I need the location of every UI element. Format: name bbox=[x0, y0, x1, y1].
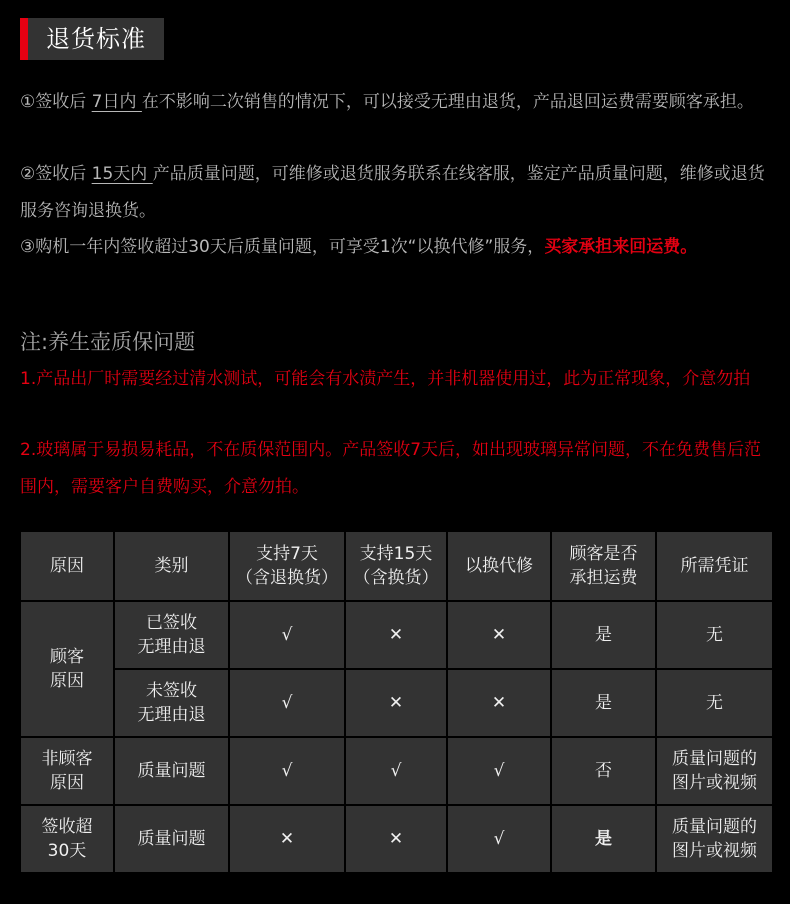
table-row bbox=[20, 805, 773, 873]
term-3-highlight: 买家承担来回运费。 bbox=[544, 237, 698, 257]
section-title bbox=[20, 18, 164, 60]
freight-cell-highlight: 是 bbox=[551, 805, 656, 873]
term-3: ③购机一年内签收超过30天后质量问题，可享受1次“以换代修”服务，买家承担来回运费。 bbox=[20, 237, 698, 257]
reason-cell: 顾客 原因 bbox=[20, 601, 114, 737]
header-7day: 支持7天 （含退换货） bbox=[229, 531, 345, 601]
category-cell: 未签收 无理由退 bbox=[114, 669, 229, 737]
term-1-period: 7日内 bbox=[91, 92, 142, 112]
table-row bbox=[20, 737, 773, 805]
proof-cell: 质量问题的 图片或视频 bbox=[656, 737, 773, 805]
proof-cell: 质量问题的 图片或视频 bbox=[656, 805, 773, 873]
table-row bbox=[20, 669, 773, 737]
header-category: 类别 bbox=[114, 531, 229, 601]
title-accent-bar bbox=[20, 18, 28, 60]
cross-mark: ✕ bbox=[345, 601, 447, 669]
check-mark: √ bbox=[229, 601, 345, 669]
freight-cell: 是 bbox=[551, 601, 656, 669]
freight-cell: 否 bbox=[551, 737, 656, 805]
table-header-row bbox=[20, 531, 773, 601]
note-1: 1.产品出厂时需要经过清水测试，可能会有水渍产生，并非机器使用过，此为正常现象，介意勿拍 bbox=[20, 369, 751, 389]
term-2: ②签收后 15天内 产品质量问题，可维修或退货服务联系在线客服，鉴定产品质量问题，维修或退货服务咨询退换货。 bbox=[20, 164, 765, 221]
reason-cell: 非顾客 原因 bbox=[20, 737, 114, 805]
cross-mark: ✕ bbox=[447, 601, 551, 669]
header-proof: 所需凭证 bbox=[656, 531, 773, 601]
cross-mark: ✕ bbox=[345, 669, 447, 737]
return-policy-table bbox=[19, 530, 774, 874]
category-cell: 质量问题 bbox=[114, 737, 229, 805]
term-1: ①签收后 7日内 在不影响二次销售的情况下，可以接受无理由退货，产品退回运费需要顾客承担。 bbox=[20, 92, 754, 112]
term-2-period: 15天内 bbox=[91, 164, 153, 184]
category-cell: 质量问题 bbox=[114, 805, 229, 873]
header-swap-repair: 以换代修 bbox=[447, 531, 551, 601]
header-reason: 原因 bbox=[20, 531, 114, 601]
cross-mark: ✕ bbox=[447, 669, 551, 737]
freight-cell: 是 bbox=[551, 669, 656, 737]
header-freight: 顾客是否 承担运费 bbox=[551, 531, 656, 601]
check-mark: √ bbox=[229, 669, 345, 737]
category-cell: 已签收 无理由退 bbox=[114, 601, 229, 669]
header-15day: 支持15天 （含换货） bbox=[345, 531, 447, 601]
table-row bbox=[20, 601, 773, 669]
check-mark: √ bbox=[447, 805, 551, 873]
proof-cell: 无 bbox=[656, 601, 773, 669]
note-2: 2.玻璃属于易损易耗品，不在质保范围内。产品签收7天后，如出现玻璃异常问题，不在免费售后范围内，需要客户自费购买，介意勿拍。 bbox=[20, 440, 762, 497]
check-mark: √ bbox=[229, 737, 345, 805]
reason-cell: 签收超 30天 bbox=[20, 805, 114, 873]
note-title: 注:养生壶质保问题 bbox=[20, 330, 196, 354]
cross-mark: ✕ bbox=[345, 805, 447, 873]
check-mark: √ bbox=[447, 737, 551, 805]
cross-mark: ✕ bbox=[229, 805, 345, 873]
proof-cell: 无 bbox=[656, 669, 773, 737]
check-mark: √ bbox=[345, 737, 447, 805]
page-title: 退货标准 bbox=[28, 18, 164, 60]
